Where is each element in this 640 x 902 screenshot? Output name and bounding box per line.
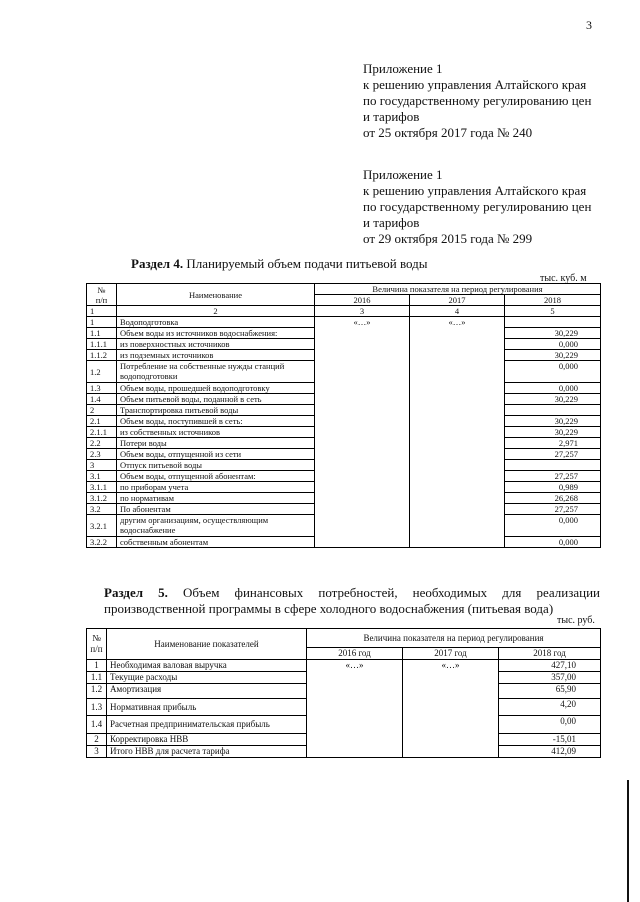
section-5-label: Раздел 5. xyxy=(104,585,168,600)
row-num: 2.3 xyxy=(87,449,117,460)
section-4-title xyxy=(131,256,428,272)
row-name: другим организациям, осуществляющим водоснабжение xyxy=(117,515,315,537)
section-5-unit: тыс. руб. xyxy=(557,615,595,626)
row-num: 2.1.1 xyxy=(87,427,117,438)
row-name: по нормативам xyxy=(117,493,315,504)
row-num: 1.1 xyxy=(87,328,117,339)
header-period: Величина показателя на период регулирования xyxy=(315,284,601,295)
value-2018: 30,229 xyxy=(505,328,601,339)
row-num: 1.3 xyxy=(87,699,107,716)
value-2018: 2,971 xyxy=(505,438,601,449)
row-name: Объем воды из источников водоснабжения: xyxy=(117,328,315,339)
row-name: из собственных источников xyxy=(117,427,315,438)
row-num: 3.1.2 xyxy=(87,493,117,504)
row-num: 1.4 xyxy=(87,394,117,405)
value-2018 xyxy=(505,460,601,471)
appendix-line: и тарифов xyxy=(363,109,420,124)
value-2018: 412,09 xyxy=(499,746,601,758)
appendix-line: от 25 октября 2017 года № 240 xyxy=(363,125,533,140)
row-num: 1.1 xyxy=(87,672,107,684)
row-name: Объем питьевой воды, поданной в сеть xyxy=(117,394,315,405)
row-num: 3.2.2 xyxy=(87,537,117,548)
row-name: Текущие расходы xyxy=(107,672,307,684)
header-period: Величина показателя на период регулирования xyxy=(307,629,601,648)
row-name: По абонентам xyxy=(117,504,315,515)
appendix-line: по государственному регулированию цен xyxy=(363,93,592,108)
value-2018: 27,257 xyxy=(505,471,601,482)
header-num: № п/п xyxy=(87,284,117,306)
value-2018: -15,01 xyxy=(499,734,601,746)
appendix-line: Приложение 1 xyxy=(363,167,443,182)
value-2018: 0,000 xyxy=(505,383,601,394)
appendix-reference-2015 xyxy=(363,167,591,247)
row-num: 1.1.2 xyxy=(87,350,117,361)
row-num: 1 xyxy=(87,660,107,672)
value-2016-placeholder: «…» xyxy=(307,660,403,758)
value-2018: 0,000 xyxy=(505,339,601,350)
value-2018: 30,229 xyxy=(505,394,601,405)
value-2018: 30,229 xyxy=(505,427,601,438)
row-name: из поверхностных источников xyxy=(117,339,315,350)
table-row xyxy=(87,317,601,328)
appendix-line: по государственному регулированию цен xyxy=(363,199,592,214)
row-name: Корректировка НВВ xyxy=(107,734,307,746)
value-2018: 27,257 xyxy=(505,504,601,515)
value-2018: 0,00 xyxy=(499,716,601,734)
financial-needs-table xyxy=(86,628,601,758)
appendix-line: от 29 октября 2015 года № 299 xyxy=(363,231,533,246)
row-num: 3.2 xyxy=(87,504,117,515)
column-number: 3 xyxy=(315,306,410,317)
row-num: 2 xyxy=(87,405,117,416)
row-num: 1 xyxy=(87,317,117,328)
row-num: 1.3 xyxy=(87,383,117,394)
row-name: Амортизация xyxy=(107,684,307,699)
row-name: Транспортировка питьевой воды xyxy=(117,405,315,416)
row-num: 3.2.1 xyxy=(87,515,117,537)
value-2018: 0,000 xyxy=(505,537,601,548)
row-name: Потребление на собственные нужды станций водоподготовки xyxy=(117,361,315,383)
header-year-2017: 2017 xyxy=(410,295,505,306)
value-2017-placeholder: «…» xyxy=(410,317,505,548)
water-supply-volume-table xyxy=(86,283,601,548)
row-name: Нормативная прибыль xyxy=(107,699,307,716)
header-name: Наименование xyxy=(117,284,315,306)
header-year-2018: 2018 xyxy=(505,295,601,306)
value-2016-placeholder: «…» xyxy=(315,317,410,548)
row-name: Отпуск питьевой воды xyxy=(117,460,315,471)
header-num: № п/п xyxy=(87,629,107,660)
appendix-line: и тарифов xyxy=(363,215,420,230)
value-2018: 357,00 xyxy=(499,672,601,684)
row-name: Водоподготовка xyxy=(117,317,315,328)
row-num: 2.1 xyxy=(87,416,117,427)
appendix-line: к решению управления Алтайского края xyxy=(363,77,587,92)
value-2018: 0,000 xyxy=(505,515,601,537)
section-5-title xyxy=(104,585,600,617)
row-num: 3 xyxy=(87,746,107,758)
row-name: Объем воды, прошедшей водоподготовку xyxy=(117,383,315,394)
value-2018: 4,20 xyxy=(499,699,601,716)
header-year-2018: 2018 год xyxy=(499,648,601,660)
value-2018: 30,229 xyxy=(505,350,601,361)
section-4-unit: тыс. куб. м xyxy=(540,273,587,284)
column-number: 1 xyxy=(87,306,117,317)
row-name: Необходимая валовая выручка xyxy=(107,660,307,672)
row-name: Объем воды, отпущенной из сети xyxy=(117,449,315,460)
value-2018: 26,268 xyxy=(505,493,601,504)
table-row xyxy=(87,660,601,672)
row-num: 2 xyxy=(87,734,107,746)
row-name: Объем воды, поступившей в сеть: xyxy=(117,416,315,427)
section-4-label: Раздел 4. xyxy=(131,256,184,271)
row-name: по приборам учета xyxy=(117,482,315,493)
header-year-2016: 2016 xyxy=(315,295,410,306)
value-2018: 30,229 xyxy=(505,416,601,427)
row-name: Расчетная предпринимательская прибыль xyxy=(107,716,307,734)
value-2018: 0,989 xyxy=(505,482,601,493)
row-name: из подземных источников xyxy=(117,350,315,361)
value-2018: 427,10 xyxy=(499,660,601,672)
page-number: 3 xyxy=(586,18,592,32)
row-name: Потери воды xyxy=(117,438,315,449)
row-num: 1.1.1 xyxy=(87,339,117,350)
row-num: 3.1 xyxy=(87,471,117,482)
section-5-heading: Объем финансовых потребностей, необходимых для реализации производственной программы в сфере холодного водоснабжения (питьевая вода) xyxy=(104,585,601,616)
column-number: 5 xyxy=(505,306,601,317)
header-name: Наименование показателей xyxy=(107,629,307,660)
scan-edge-line xyxy=(627,780,629,902)
section-4-heading: Планируемый объем подачи питьевой воды xyxy=(186,256,428,271)
row-name: Итого НВВ для расчета тарифа xyxy=(107,746,307,758)
row-name: Объем воды, отпущенной абонентам: xyxy=(117,471,315,482)
row-num: 2.2 xyxy=(87,438,117,449)
row-num: 1.2 xyxy=(87,361,117,383)
row-name: собственным абонентам xyxy=(117,537,315,548)
appendix-line: Приложение 1 xyxy=(363,61,443,76)
value-2018 xyxy=(505,405,601,416)
value-2018: 27,257 xyxy=(505,449,601,460)
value-2018 xyxy=(505,317,601,328)
column-number: 2 xyxy=(117,306,315,317)
header-year-2016: 2016 год xyxy=(307,648,403,660)
appendix-reference-2017 xyxy=(363,61,591,141)
row-num: 3 xyxy=(87,460,117,471)
value-2018: 65,90 xyxy=(499,684,601,699)
row-num: 1.2 xyxy=(87,684,107,699)
header-year-2017: 2017 год xyxy=(403,648,499,660)
column-number: 4 xyxy=(410,306,505,317)
appendix-line: к решению управления Алтайского края xyxy=(363,183,587,198)
value-2018: 0,000 xyxy=(505,361,601,383)
row-num: 1.4 xyxy=(87,716,107,734)
row-num: 3.1.1 xyxy=(87,482,117,493)
value-2017-placeholder: «…» xyxy=(403,660,499,758)
